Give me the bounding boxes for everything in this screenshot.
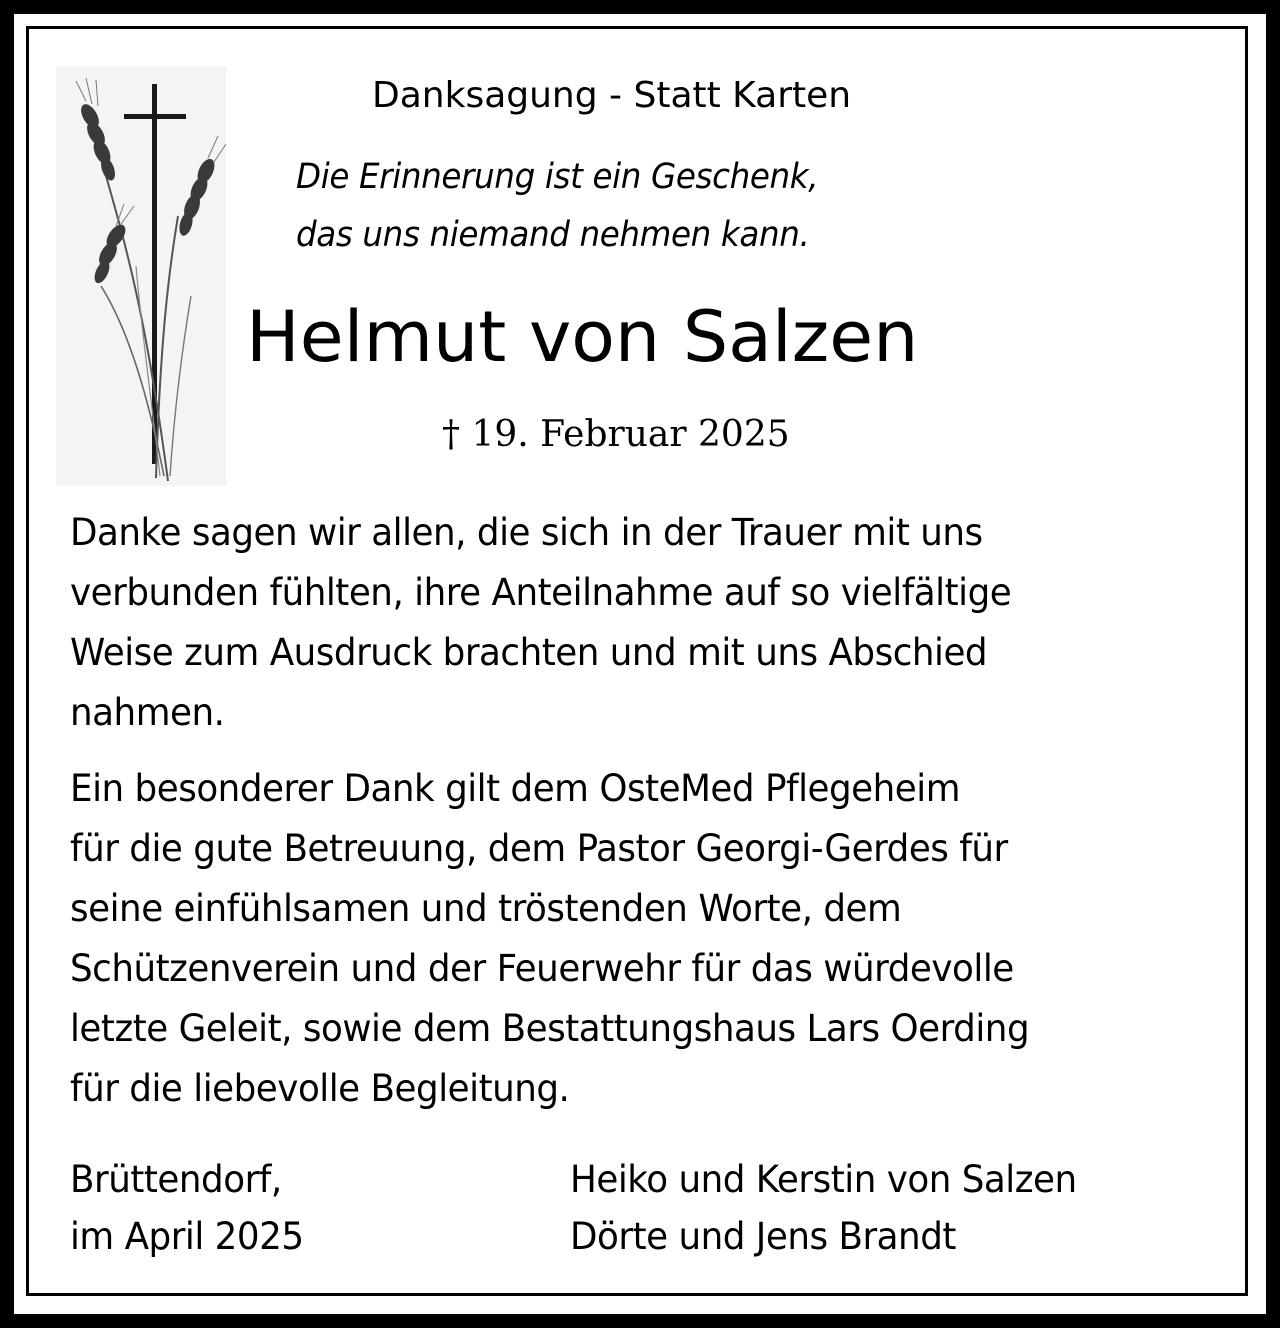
date-line: im April 2025 (70, 1215, 304, 1258)
paragraph-line: verbunden fühlten, ihre Anteilnahme auf so vielfältige (70, 571, 1012, 614)
paragraph-line: Danke sagen wir allen, die sich in der Trauer mit uns (70, 511, 983, 554)
paragraph-line: Weise zum Ausdruck brachten und mit uns Abschied (70, 631, 988, 674)
special-thanks-paragraph (70, 759, 1029, 1119)
cross-with-wheat-icon (56, 66, 226, 486)
paragraph-line: für die liebevolle Begleitung. (70, 1067, 570, 1110)
place-and-date (70, 1151, 304, 1265)
paragraph-line: letzte Geleit, sowie dem Bestattungshaus Lars Oerding (70, 1007, 1030, 1050)
notice-heading: Danksagung - Statt Karten (372, 75, 852, 116)
mourner-line: Heiko und Kerstin von Salzen (570, 1158, 1077, 1201)
paragraph-line: Schützenverein und der Feuerwehr für das würdevolle (70, 947, 1014, 990)
quote-line: das uns niemand nehmen kann. (296, 215, 810, 255)
death-date: † 19. Februar 2025 (442, 414, 790, 455)
obituary-notice (14, 14, 1266, 1314)
paragraph-line: Ein besonderer Dank gilt dem OsteMed Pflegeheim (70, 767, 961, 810)
place-line: Brüttendorf, (70, 1158, 282, 1201)
paragraph-line: für die gute Betreuung, dem Pastor Georgi-Gerdes für (70, 827, 1008, 870)
quote-line: Die Erinnerung ist ein Geschenk, (296, 157, 819, 197)
mourner-line: Dörte und Jens Brandt (570, 1215, 956, 1258)
thanks-paragraph (70, 503, 1011, 743)
mourners-list (570, 1151, 1077, 1265)
paragraph-line: seine einfühlsamen und tröstenden Worte, dem (70, 887, 902, 930)
memorial-quote (296, 148, 818, 264)
paragraph-line: nahmen. (70, 691, 225, 734)
deceased-name: Helmut von Salzen (246, 296, 919, 378)
